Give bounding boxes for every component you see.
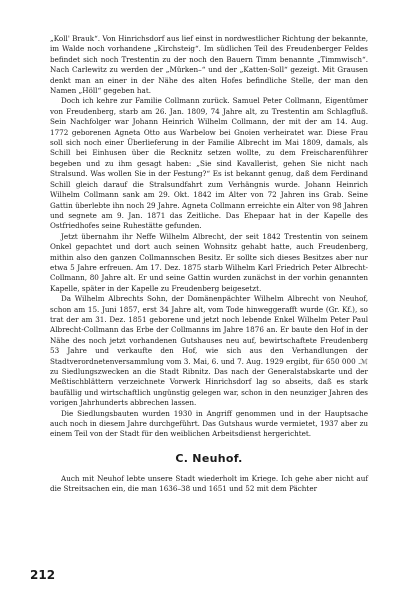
paragraph: Doch ich kehre zur Familie Collmann zurück. Samuel Peter Collmann, Eigentümer von Freudenberg, starb am 26. Jan. 1809, 74 Jahre alt, zu Trestentin am Schlagfluß. Sein Nachfolger war Johann Heinrich Wilhelm Collmann, der mit der am 14. Aug. 1772 geborenen Agneta Otto aus Warbelow bei Gnoien verheiratet war. Diese Frau soll sich noch einer Überlieferung in der Familie Albrecht im Mai 1809, damals, als Schill bei Einhusen über die Recknitz setzen wollte, zu dem Freischarenführer begeben und zu ihm gesagt haben: „Sie sind Kavallerist, gehen Sie nicht nach Stralsund. Was wollen Sie in der Festung?“ Es ist bekannt genug, daß dem Ferdinand Schill gleich darauf die Stralsundfahrt zum Verhängnis wurde. Johann Heinrich Wilhelm Collmann sank am 29. Okt. 1842 im Alter von 72 Jahren ins Grab. Seine Gattin überlebte ihn noch 29 Jahre. Agneta Collmann erreichte ein Alter von 98 Jahren und segnete am 9. Jan. 1871 das Zeitliche. Das Ehepaar hat in der Kapelle des Ostfriedhofes seine Ruhestätte gefunden.	[50, 96, 368, 231]
paragraph: Jetzt übernahm ihr Neffe Wilhelm Albrecht, der seit 1842 Trestentin von seinem Onkel gepachtet und dort auch seinen Wohnsitz gehabt hatte, auch Freudenberg, mithin also den ganzen Collmannschen Besitz. Er sollte sich dieses Besitzes aber nur etwa 5 Jahre erfreuen. Am 17. Dez. 1875 starb Wilhelm Karl Friedrich Peter Albrecht-Collmann, 80 Jahre alt. Er und seine Gattin wurden zunächst in der vorhin genannten Kapelle, später in der Kapelle zu Freudenberg beigesetzt.	[50, 231, 368, 293]
document-page	[50, 34, 368, 495]
paragraph: Die Siedlungsbauten wurden 1930 in Angriff genommen und in der Hauptsache auch noch in diesem Jahre durchgeführt. Das Gutshaus wurde vermietet, 1937 aber zu einem Teil von der Stadt für den weiblichen Arbeitsdienst hergerichtet.	[50, 408, 368, 439]
page-number: 212	[30, 568, 56, 582]
section-heading: C. Neuhof.	[175, 451, 243, 465]
paragraph: „Koll' Brauk“. Von Hinrichsdorf aus lief einst in nordwestlicher Richtung der bekannte, im Walde noch vorhandene „Kirchsteig“. Im südlichen Teil des Freudenberger Feldes befindet sich noch Trestentin zu der noch den Bauern Timm benannte „Timmwisch“. Nach Carlewitz zu werden der „Mürken–“ und der „Katten-Soll“ gezeigt. Mit Grausen denkt man an einer in der Nähe des alten Hofes befindliche Stelle, der man den Namen „Höll“ gegeben hat.	[50, 34, 368, 96]
paragraph: Da Wilhelm Albrechts Sohn, der Domänenpächter Wilhelm Albrecht von Neuhof, schon am 15. Juni 1857, erst 34 Jahre alt, vom Tode hinweggerafft wurde (Gr. Kf.), so trat der am 31. Dez. 1851 geborene und jetzt noch lebende Enkel Wilhelm Peter Paul Albrecht-Collmann das Erbe der Collmanns im Jahre 1876 an. Er baute den Hof in der Nähe des noch jetzt vorhandenen Gutshauses neu auf, bewirtschaftete Freudenberg 53 Jahre und verkaufte den Hof, wie sich aus den Verhandlungen der Stadtverordnetenversammlung vom 3. Mai, 6. und 7. Aug. 1929 ergibt, für 650 000 .ℳ zu Siedlungszwecken an die Stadt Ribnitz. Das nach der Generalstabskarte und der Meßtischblättern verzeichnete Vorwerk Hinrichsdorf lag so abseits, daß es stark baufällig und wirtschaftlich ungünstig gelegen war, schon in den neunziger Jahren des vorigen Jahrhunderts abbrechen lassen.	[50, 294, 368, 408]
paragraph: Auch mit Neuhof lebte unsere Stadt wiederholt im Kriege. Ich gehe aber nicht auf die Streitsachen ein, die man 1636–38 und 1651 und 52 mit dem Pächter	[50, 473, 368, 494]
